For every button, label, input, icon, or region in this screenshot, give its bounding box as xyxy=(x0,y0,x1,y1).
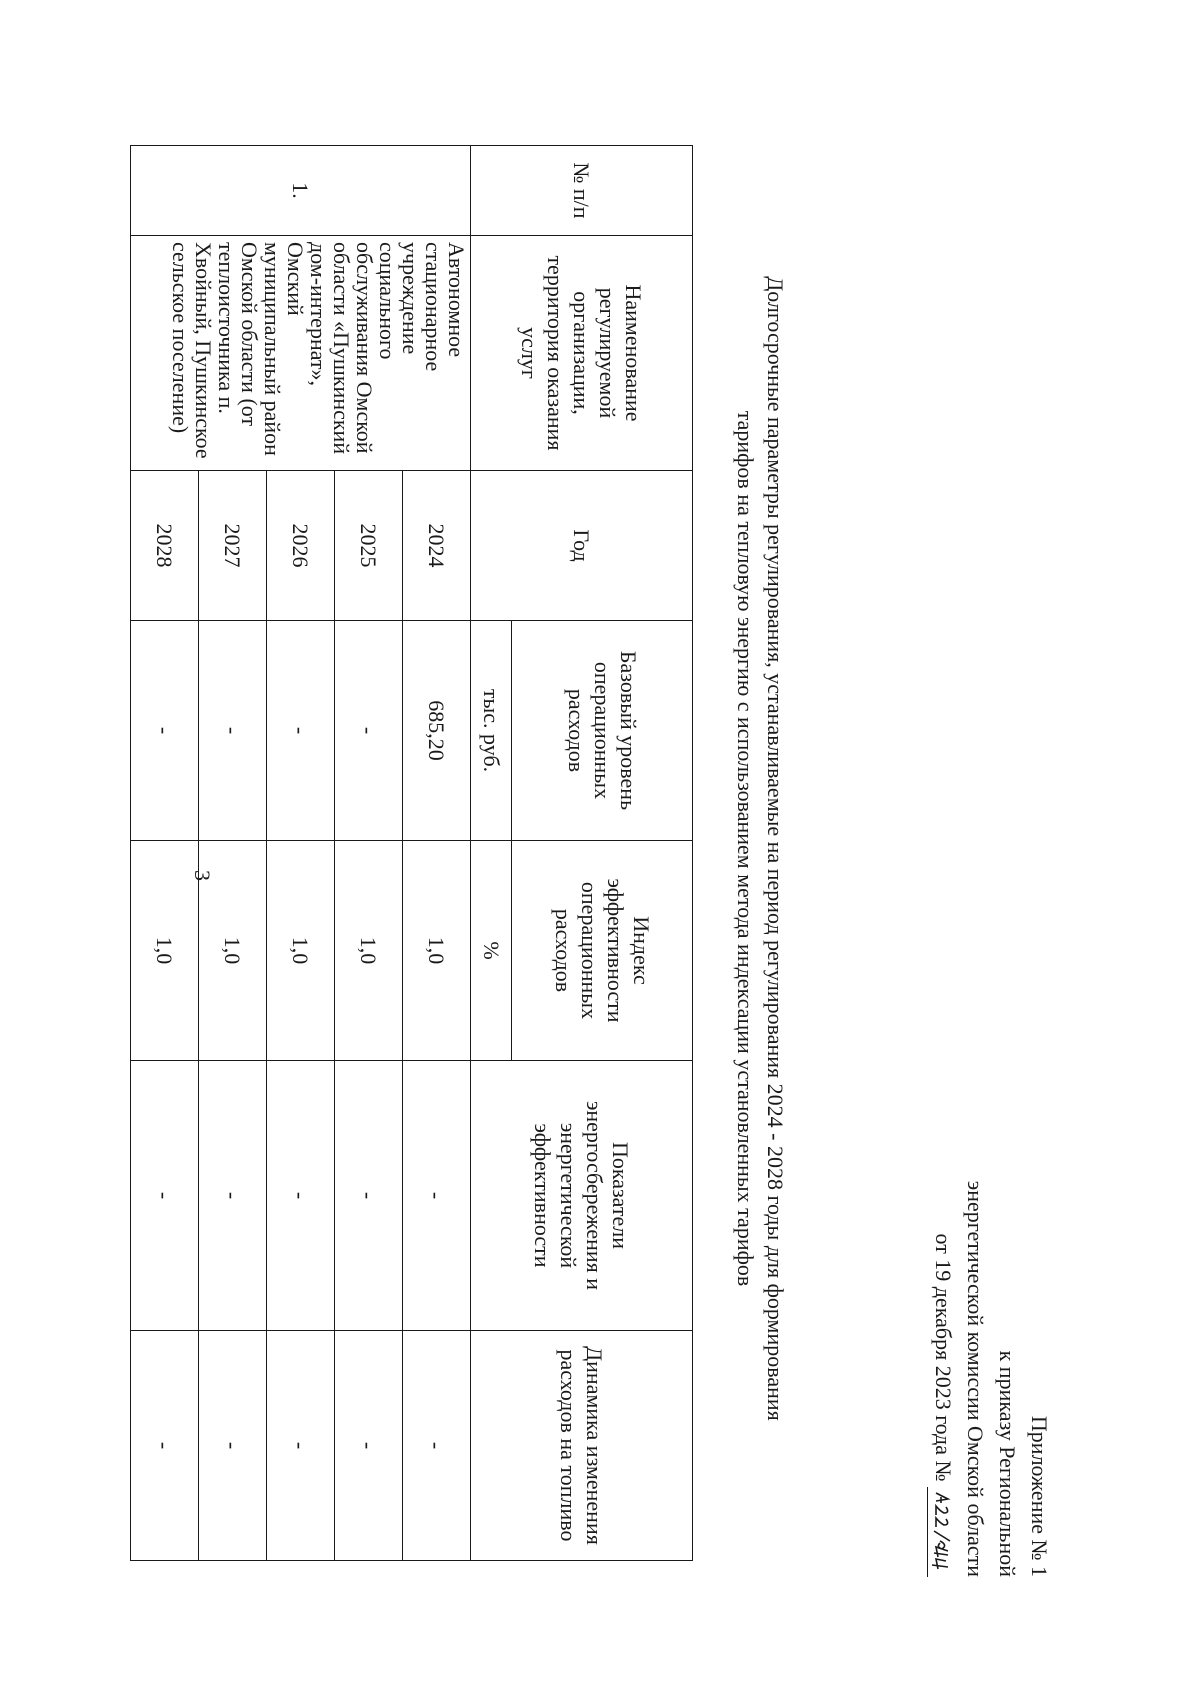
header-year: Год xyxy=(471,471,693,621)
header-fuel-dynamics: Динамика изменения расходов на топливо xyxy=(471,1331,693,1561)
cell-energy-saving: - xyxy=(403,1061,471,1331)
appendix-line-3: энергетической комиссии Омской области xyxy=(963,1180,988,1577)
appendix-line-4 xyxy=(927,1057,959,1577)
cell-year: 2026 xyxy=(267,471,335,621)
appendix-line-1: Приложение № 1 xyxy=(1027,1415,1052,1577)
cell-efficiency-index: 1,0 xyxy=(267,841,335,1061)
cell-year: 2027 xyxy=(199,471,267,621)
cell-base-level: - xyxy=(267,621,335,841)
cell-fuel-dynamics: - xyxy=(335,1331,403,1561)
cell-energy-saving: - xyxy=(335,1061,403,1331)
cell-energy-saving: - xyxy=(131,1061,199,1331)
cell-energy-saving: - xyxy=(267,1061,335,1331)
unit-efficiency-index: % xyxy=(471,841,512,1061)
cell-efficiency-index: 1,0 xyxy=(335,841,403,1061)
cell-base-level: - xyxy=(199,621,267,841)
cell-fuel-dynamics: - xyxy=(267,1331,335,1561)
cell-efficiency-index: 1,0 xyxy=(131,841,199,1061)
header-energy-saving: Показатели энергосбережения и энергетической эффективности xyxy=(471,1061,693,1331)
table-header-row xyxy=(512,146,693,1561)
row-number: 1. xyxy=(131,146,471,236)
header-base-level: Базовый уровень операционных расходов xyxy=(512,621,693,841)
cell-efficiency-index: 1,0 xyxy=(199,841,267,1061)
title-line-2: тарифов на тепловую энергию с использованием метода индексации установленных тарифов xyxy=(733,410,758,1287)
cell-energy-saving: - xyxy=(199,1061,267,1331)
cell-year: 2024 xyxy=(403,471,471,621)
header-num: № п/п xyxy=(471,146,693,236)
header-name: Наименование регулируемой организации, территория оказания услуг xyxy=(471,236,693,471)
document-title xyxy=(730,0,790,1697)
unit-base-level: тыс. руб. xyxy=(471,621,512,841)
org-name: Автономное стационарное учреждение социального обслуживания Омской области «Пушкинский дом-интернат», Омский муниципальный район Омской области (от теплоисточника п. Хвойный, Пушкинское сельское поселение) xyxy=(131,236,471,471)
parameters-table xyxy=(130,145,693,1561)
table-row xyxy=(403,146,471,1561)
appendix-date: от 19 декабря 2023 года № xyxy=(931,1233,956,1482)
cell-fuel-dynamics: - xyxy=(403,1331,471,1561)
appendix-block xyxy=(927,1057,1055,1577)
page-number: 3 xyxy=(190,870,215,881)
cell-efficiency-index: 1,0 xyxy=(403,841,471,1061)
cell-base-level: - xyxy=(131,621,199,841)
handwritten-number-icon xyxy=(930,1489,954,1575)
cell-year: 2025 xyxy=(335,471,403,621)
cell-base-level: 685,20 xyxy=(403,621,471,841)
cell-fuel-dynamics: - xyxy=(199,1331,267,1561)
appendix-line-2: к приказу Региональной xyxy=(995,1350,1020,1577)
title-line-1: Долгосрочные параметры регулирования, устанавливаемые на период регулирования 2024 - 2028 годы для формирования xyxy=(763,276,788,1421)
header-efficiency-index: Индекс эффективности операционных расходов xyxy=(512,841,693,1061)
cell-base-level: - xyxy=(335,621,403,841)
cell-year: 2028 xyxy=(131,471,199,621)
cell-fuel-dynamics: - xyxy=(131,1331,199,1561)
order-number-handwritten xyxy=(927,1487,954,1577)
